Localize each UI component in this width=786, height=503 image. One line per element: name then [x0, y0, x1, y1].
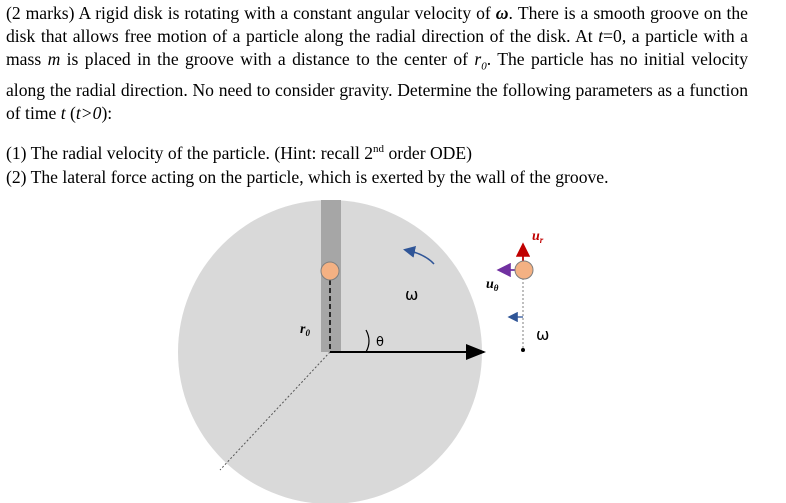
u-r-label: $u_r$ — [532, 229, 544, 245]
particle — [321, 262, 339, 280]
problem-statement: (2 marks) A rigid disk is rotating with a constant angular velocity of ω. There is a smooth groove on the disk that allows free motion of a particle along the radial direction of the disk. At t=0, a particle with a mass m is placed in the groove with a distance to the center of $r_0$. The particle has no initial velocity along the radial direction. No need to consider gravity. Determine the following parameters as a function of time t (t>0): — [6, 3, 748, 123]
r0-label: $r_0$ — [300, 322, 310, 338]
theta-label: θ — [376, 335, 384, 350]
omega-side-label: ω — [536, 325, 550, 344]
marks: (2 marks) — [6, 3, 75, 23]
question-1: (1) The radial velocity of the particle. (Hint: recall 2nd order ODE) — [6, 143, 472, 163]
question-2: (2) The lateral force acting on the particle, which is exerted by the wall of the groove. — [6, 167, 609, 187]
side-axis-dot — [521, 348, 525, 352]
u-theta-label: $u_\theta$ — [486, 277, 499, 293]
omega-label: ω — [405, 285, 419, 304]
omega-symbol: ω — [495, 3, 509, 23]
side-particle — [515, 261, 533, 279]
